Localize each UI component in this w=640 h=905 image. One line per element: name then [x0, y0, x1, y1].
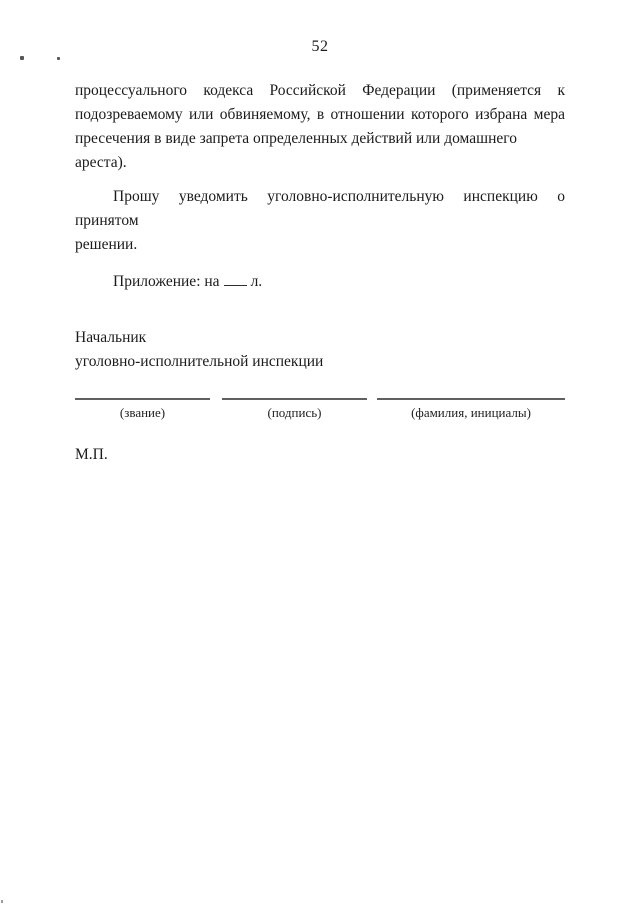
- signature-block: [75, 398, 565, 421]
- signature-label: (звание): [119, 405, 166, 420]
- signer-title-line: уголовно-исполнительной инспекции: [75, 353, 324, 370]
- scan-speck: [20, 56, 24, 60]
- attachment-blank-line: [224, 272, 247, 286]
- paragraph-continuation: [75, 79, 565, 175]
- scan-speck: [1, 900, 3, 903]
- paragraph-line: решении.: [75, 236, 138, 253]
- scan-speck: [57, 57, 60, 60]
- paragraph-request: [75, 185, 565, 257]
- attachment-line: [75, 270, 565, 294]
- document-content: [75, 79, 565, 467]
- paragraph-line: процессуального кодекса Российской Федерации (применяется к: [75, 82, 565, 99]
- signature-label: (фамилия, инициалы): [411, 405, 531, 420]
- stamp-placeholder: М.П.: [75, 446, 108, 463]
- signature-line: [222, 398, 367, 400]
- page-number: 52: [311, 38, 329, 55]
- signature-field-rank: [75, 398, 210, 421]
- signature-field-name: [377, 398, 565, 421]
- signature-line: [377, 398, 565, 400]
- signature-label: (подпись): [267, 405, 322, 420]
- attachment-suffix: л.: [250, 273, 263, 290]
- paragraph-line: пресечения в виде запрета определенных действий или домашнего ареста).: [75, 130, 517, 171]
- paragraph-line: Прошу уведомить уголовно-исполнительную инспекцию о принятом: [75, 188, 565, 229]
- signer-title-line: Начальник: [75, 329, 147, 346]
- signature-line: [75, 398, 210, 400]
- signer-title: [75, 326, 565, 374]
- paragraph-line: подозреваемому или обвиняемому, в отношении которого избрана мера: [75, 106, 565, 123]
- signature-field-signature: [222, 398, 367, 421]
- attachment-prefix: Приложение: на: [113, 273, 220, 290]
